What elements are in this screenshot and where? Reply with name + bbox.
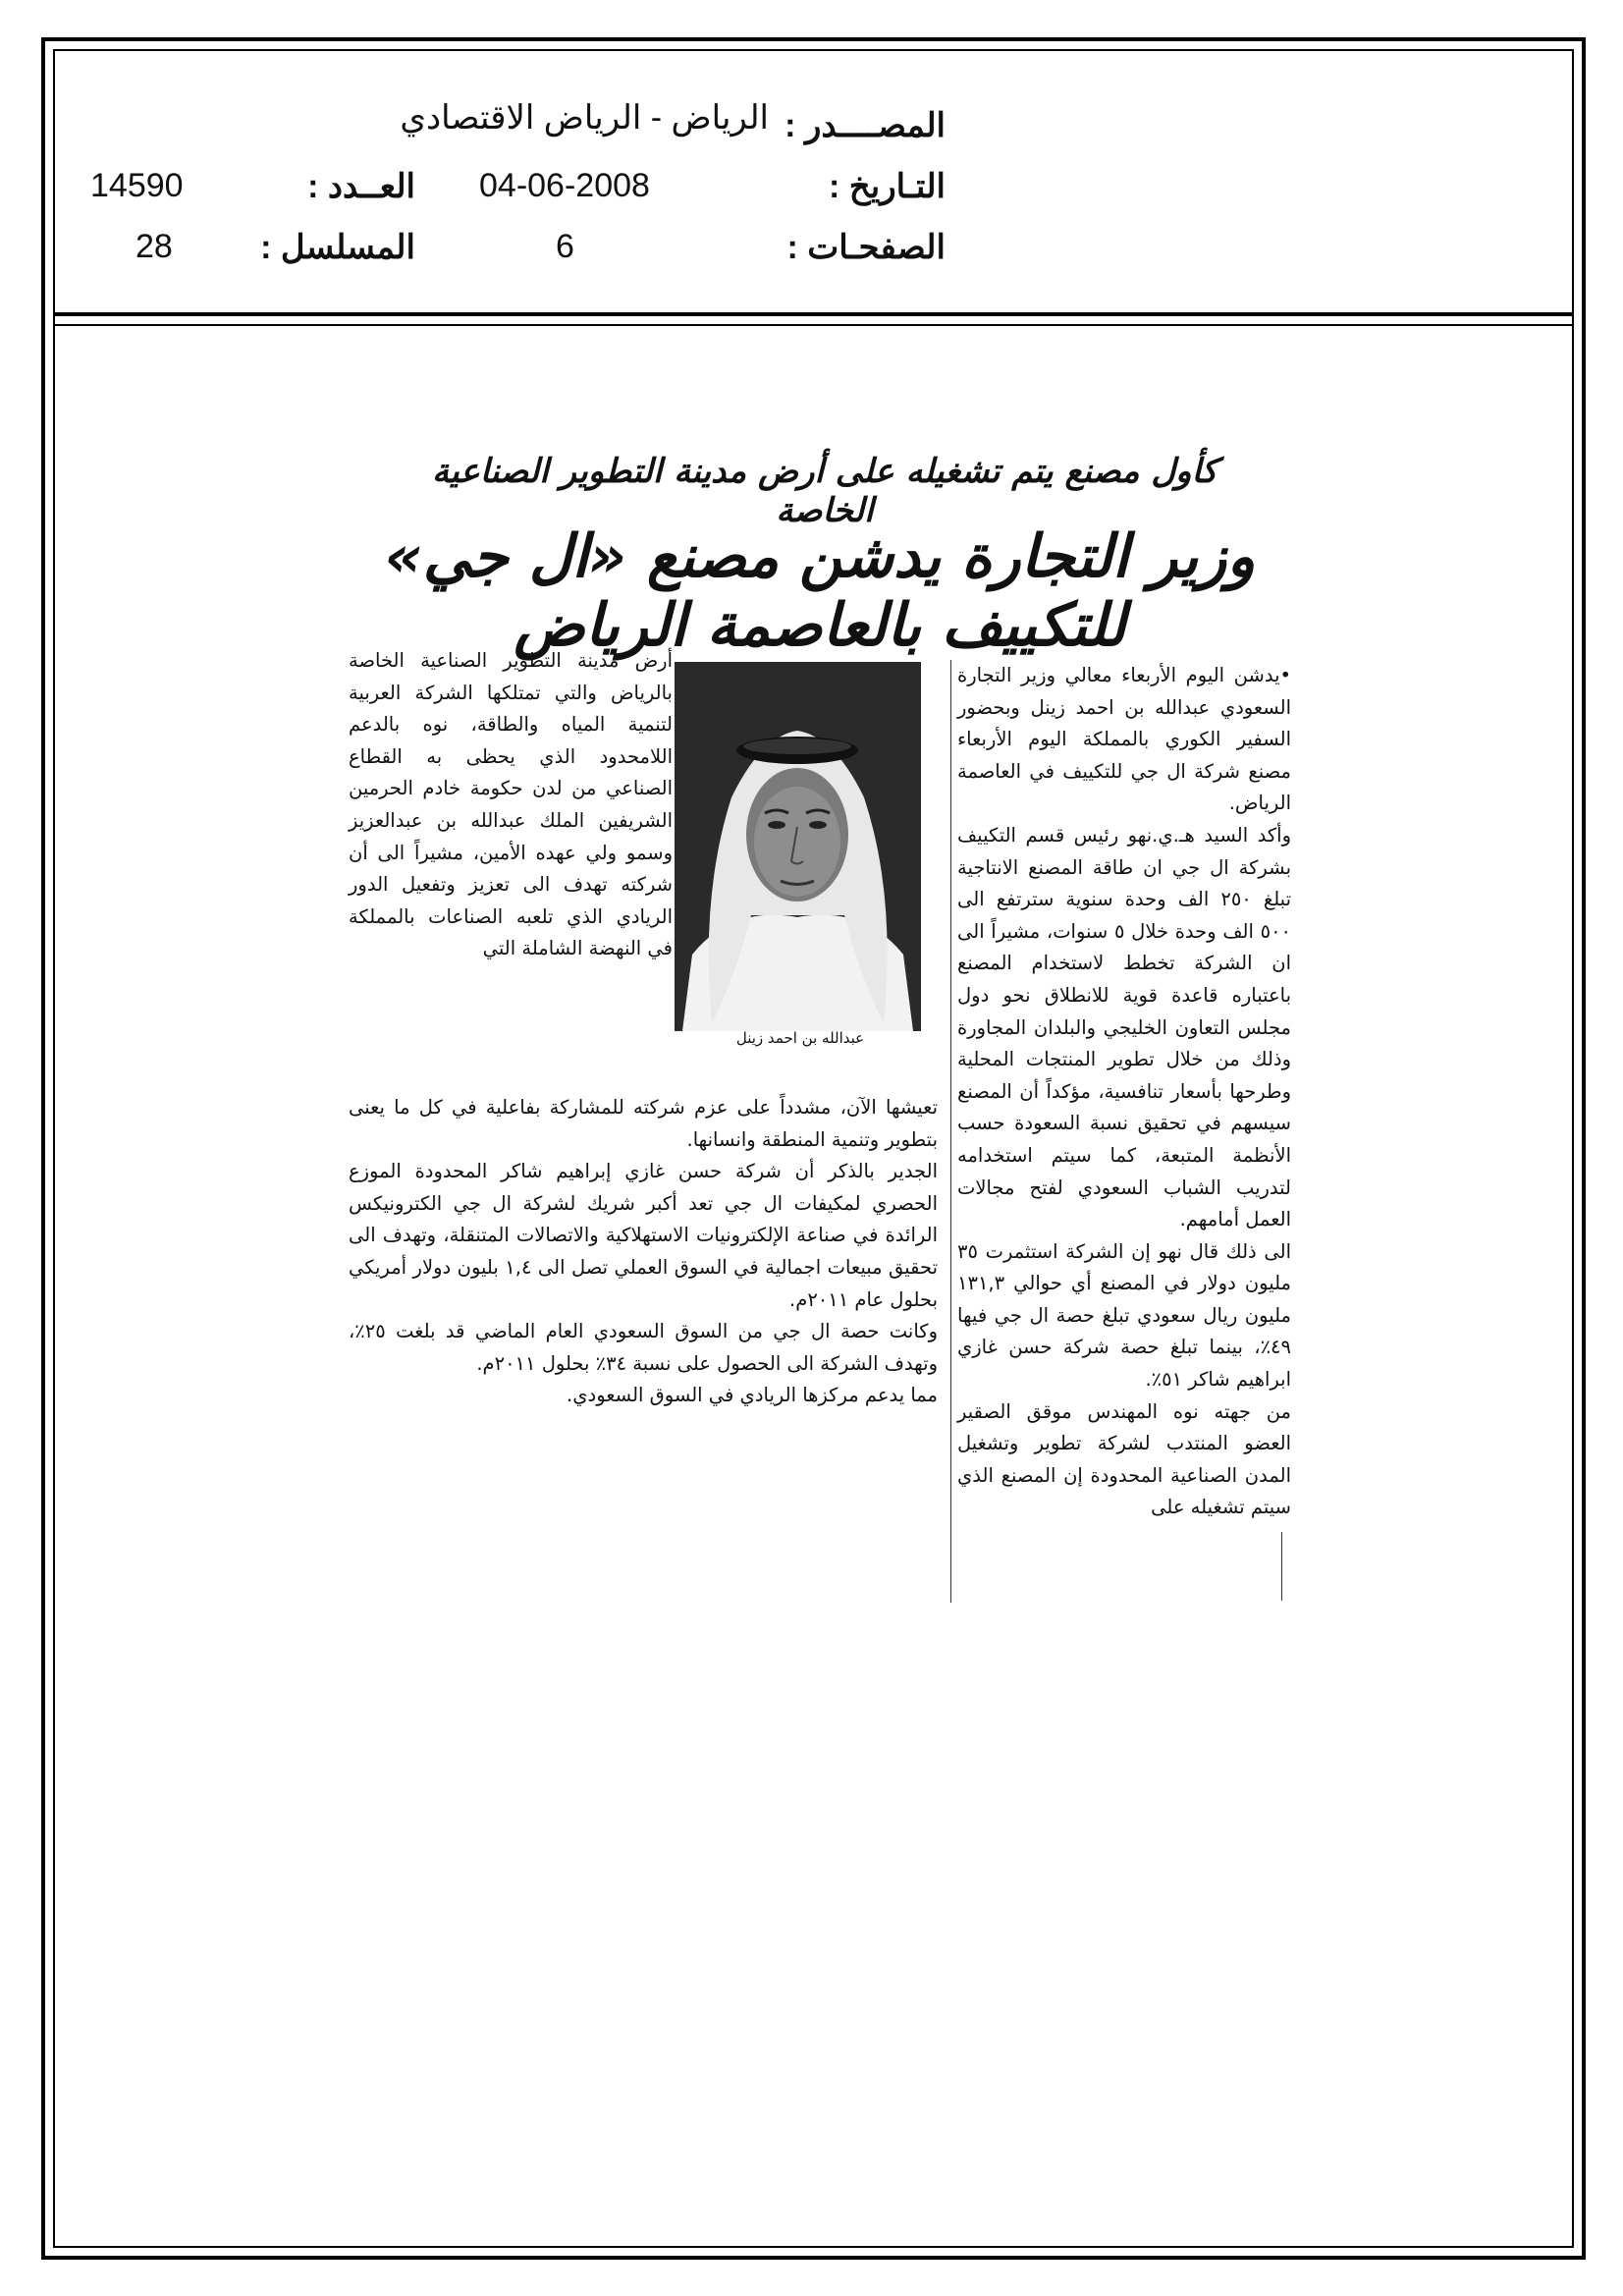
serial-value: 28 [135,228,173,265]
source-value: الرياض - الرياض الاقتصادي [400,99,769,137]
issue-value: 14590 [90,167,184,204]
date-value: 04-06-2008 [479,167,650,204]
portrait-illustration [673,660,923,1045]
article-column-middle: أرض مدينة التطوير الصناعية الخاصة بالرياض والتي تمتلكها الشركة العربية لتنمية المياه والطاقة، نوه بالدعم اللامحدود الذي يحظى به القطاع الصناعي من لدن حكومة خادم الحرمين الشريفين الملك عبدالله بن عبدالعزيز وسمو ولي عهده الأمين، مشيراً الى أن شركته تهدف الى تعزيز وتفعيل الدور الريادي الذي تلعبه الصناعات بالمملكة في النهضة الشاملة التي [349,649,673,960]
column-divider [950,660,951,1603]
column-end-rule [1281,1532,1282,1601]
header-divider-thin [53,324,1574,326]
date-label: التـاريخ : [829,168,946,205]
issue-label: العــدد : [307,168,415,205]
header-divider [53,312,1574,316]
pages-value: 6 [556,228,574,265]
serial-label: المسلسل : [260,229,415,266]
article-column-continuation: تعيشها الآن، مشدداً على عزم شركته للمشاركة بفاعلية في كل ما يعنى بتطوير وتنمية المنطقة وانسانها. الجدير بالذكر أن شركة حسن غازي إبراهيم شاكر المحدودة الموزع الحصري لمكيفات ال جي تعد أكبر شريك لشركة ال جي الكترونيكس الرائدة في صناعة الإلكترونيات الاستهلاكية والاتصالات المتنقلة، وتهدف الى تحقيق مبيعات اجمالية في السوق العملي تصل الى ١,٤ بليون دولار أمريكي بحلول عام ٢٠١١م. وكانت حصة ال جي من السوق السعودي العام الماضي قد بلغت ٢٥٪، وتهدف الشركة الى الحصول على نسبة ٣٤٪ بحلول ٢٠١١م. مما يدعم مركزها الريادي في السوق السعودي. [349,1096,939,1407]
portrait-photo [673,660,923,1045]
article-column-right: •يدشن اليوم الأربعاء معالي وزير التجارة السعودي عبدالله بن احمد زينل وبحضور السفير الكوري بالمملكة اليوم الأربعاء مصنع شركة ال جي للتكييف في العاصمة الرياض. وأكد السيد هـ.ي.نهو رئيس قسم التكييف بشركة ال جي ان طاقة المصنع الانتاجية تبلغ ٢٥٠ الف وحدة سنوية سترتفع الى ٥٠٠ الف وحدة خلال ٥ سنوات، مشيراً الى ان الشركة تخطط لاستخدام المصنع باعتباره قاعدة قوية للانطلاق نحو دول مجلس التعاون الخليجي والبلدان المجاورة وذلك من خلال تطوير المنتجات المحلية وطرحها بأسعار تنافسية، مؤكداً أن المصنع سيسهم في تحقيق نسبة السعودة حسب الأنظمة المتبعة، كما سيتم استخدامه لتدريب الشباب السعودي لفتح مجالات العمل أمامهم. الى ذلك قال نهو إن الشركة استثمرت ٣٥ مليون دولار في المصنع أي حوالي ١٣١,٣ مليون ريال سعودي تبلغ حصة ال جي فيها ٤٩٪، بينما تبلغ حصة شركة حسن غازي ابراهيم شاكر ٥١٪. من جهته نوه المهندس موقق الصقير العضو المنتدب لشركة تطوير وتشغيل المدن الصناعية المحدودة إن المصنع الذي سيتم تشغيله على [957,664,1292,1519]
article-headline: وزير التجارة يدشن مصنع «ال جي» للتكييف بالعاصمة الرياض [384,522,1256,660]
pages-label: الصفحـات : [786,229,946,266]
source-label: المصــــدر : [784,107,946,144]
article-kicker: كأول مصنع يتم تشغيله على أرض مدينة التطوير الصناعية الخاصة [432,452,1217,530]
photo-caption: عبدالله بن احمد زينل [735,1029,865,1047]
